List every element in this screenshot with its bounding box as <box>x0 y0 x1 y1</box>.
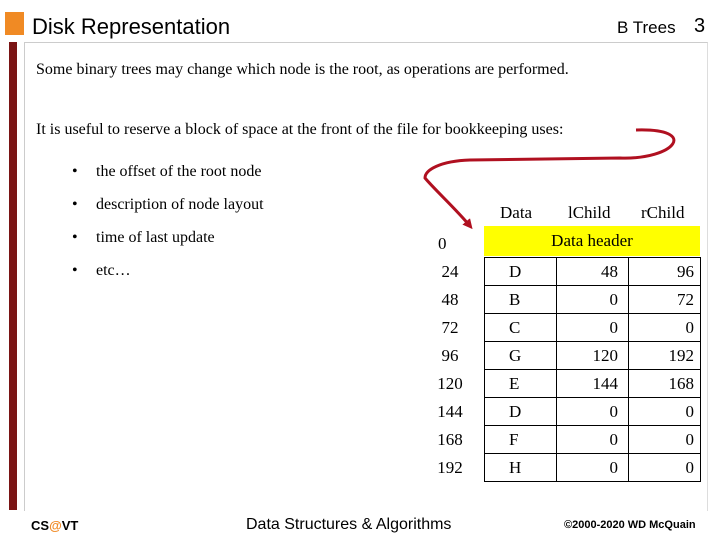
row-lchild: 0 <box>557 426 629 454</box>
table-row <box>416 398 701 426</box>
section-label: B Trees <box>617 18 676 37</box>
list-item: • etc… <box>70 257 264 290</box>
page-number: 3 <box>694 15 706 37</box>
bullet-icon: • <box>72 196 78 213</box>
row-lchild: 144 <box>557 370 629 398</box>
row-data: H <box>485 454 557 482</box>
column-header-data: Data <box>500 203 533 222</box>
row-data: D <box>485 398 557 426</box>
table-row <box>416 426 701 454</box>
body-line-1: Some binary trees may change which node is the root, as operations are performed. <box>36 61 569 78</box>
row-data: E <box>485 370 557 398</box>
row-offset: 120 <box>437 373 463 393</box>
row-offset: 144 <box>437 401 463 421</box>
row-rchild: 0 <box>629 398 701 426</box>
row-offset: 168 <box>437 429 463 449</box>
footer-course-title: Data Structures & Algorithms <box>246 516 452 533</box>
header-offset: 0 <box>438 234 447 253</box>
row-rchild: 0 <box>629 454 701 482</box>
orange-square-decoration <box>5 12 24 35</box>
row-lchild: 48 <box>557 258 629 286</box>
list-item: • description of node layout <box>70 191 264 224</box>
table-row <box>416 342 701 370</box>
row-lchild: 0 <box>557 286 629 314</box>
data-header-block: Data header <box>484 226 700 256</box>
row-lchild: 0 <box>557 398 629 426</box>
body-line-2: It is useful to reserve a block of space at the front of the file for bookkeeping uses: <box>36 121 564 138</box>
row-lchild: 120 <box>557 342 629 370</box>
list-item: • time of last update <box>70 224 264 257</box>
column-header-lchild: lChild <box>568 203 611 222</box>
row-data: B <box>485 286 557 314</box>
table-row <box>416 286 701 314</box>
node-table-body <box>416 258 701 482</box>
row-rchild: 0 <box>629 314 701 342</box>
table-row <box>416 314 701 342</box>
row-rchild: 168 <box>629 370 701 398</box>
bullet-icon: • <box>72 163 78 180</box>
row-offset: 48 <box>441 289 459 309</box>
row-rchild: 0 <box>629 426 701 454</box>
bullet-icon: • <box>72 262 78 279</box>
row-offset: 96 <box>441 345 459 365</box>
slide-title: Disk Representation <box>32 14 231 39</box>
row-rchild: 192 <box>629 342 701 370</box>
column-header-rchild: rChild <box>641 203 685 222</box>
row-offset: 72 <box>441 317 459 337</box>
left-accent-bar <box>9 42 17 510</box>
table-row <box>416 454 701 482</box>
footer-copyright: ©2000-2020 WD McQuain <box>564 519 696 531</box>
row-offset: 24 <box>441 261 459 281</box>
list-item: • the offset of the root node <box>70 158 264 191</box>
row-offset: 192 <box>437 457 463 477</box>
row-lchild: 0 <box>557 454 629 482</box>
row-lchild: 0 <box>557 314 629 342</box>
row-data: F <box>485 426 557 454</box>
row-data: D <box>485 258 557 286</box>
table-row <box>416 258 701 286</box>
row-rchild: 72 <box>629 286 701 314</box>
bookkeeping-list <box>70 158 264 290</box>
row-data: G <box>485 342 557 370</box>
row-data: C <box>485 314 557 342</box>
node-table <box>416 257 701 482</box>
footer-course: CS@VT <box>31 518 79 533</box>
bullet-icon: • <box>72 229 78 246</box>
row-rchild: 96 <box>629 258 701 286</box>
table-row <box>416 370 701 398</box>
